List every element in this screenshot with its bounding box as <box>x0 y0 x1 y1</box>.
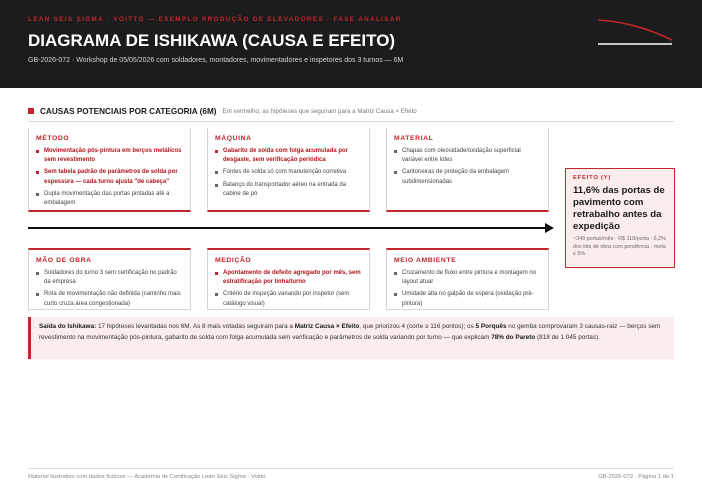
cause-item: Apontamento de defeito agregado por mês, sem estratificação por linha/turno <box>215 269 363 287</box>
section-marker-icon <box>28 108 34 114</box>
summary-text: , que priorizou 4 (corte ≥ 116 pontos); os <box>359 323 476 330</box>
category-box-mao-de-obra <box>28 248 191 310</box>
cause-item: Gabarito de solda com folga acumulada por desgaste, sem verificação periódica <box>215 147 363 165</box>
summary-text: 17 hipóteses levantadas nos 6M. As 8 mais votadas seguiram para a <box>96 323 295 330</box>
cause-item: Movimentação pós-pintura em berços metálicos sem revestimento <box>36 147 184 165</box>
category-title: MÃO DE OBRA <box>36 257 92 264</box>
footer-divider <box>28 468 674 469</box>
fishbone-spine <box>28 227 548 229</box>
page-title: DIAGRAMA DE ISHIKAWA (CAUSA E EFEITO) <box>28 31 396 50</box>
page-subtitle: GB-2026-072 · Workshop de 05/05/2026 com soldadores, montadores, movimentadores e inspetores dos 3 turnos — 6M <box>28 57 404 64</box>
category-box-material <box>386 128 549 212</box>
category-box-medicao <box>207 248 370 310</box>
summary-text: (818 de 1.045 portas). <box>535 333 600 341</box>
cause-item: Soldadores do turno 3 sem certificação no padrão da empresa <box>36 269 184 287</box>
effect-box <box>565 168 675 268</box>
category-title: MEDIÇÃO <box>215 257 252 264</box>
summary-box <box>28 317 674 359</box>
section-heading <box>28 104 417 118</box>
category-title: MEIO AMBIENTE <box>394 257 457 264</box>
category-box-meio-ambiente <box>386 248 549 310</box>
cause-item: Chapas com oleosidade/oxidação superficial variável entre lotes <box>394 147 542 165</box>
summary-text: no gemba comprovaram 3 causas-raiz — berços sem revestimento na movimentação pós-pintura, gabarito de solda com folga acumulada sem verificação e parâmetros de solda variando por turno — que explicam <box>39 323 661 341</box>
cause-item: Sem tabela padrão de parâmetros de solda por espessura — cada turno ajusta "de cabeça" <box>36 168 184 186</box>
cause-item: Dupla movimentação das portas pintadas até a embalagem <box>36 190 184 208</box>
cause-item: Cruzamento de fluxo entre pintura e montagem no layout atual <box>394 269 542 287</box>
summary-emphasis: 78% do Pareto <box>491 333 536 341</box>
effect-title: 11,6% das portas de pavimento com retrabalho antes da expedição <box>573 185 665 232</box>
category-box-maquina <box>207 128 370 212</box>
cause-item: Umidade alta no galpão de espera (oxidação pré-pintura) <box>394 290 542 308</box>
cause-item: Fontes de solda só com manutenção corretiva <box>215 168 363 177</box>
document-header <box>0 0 702 88</box>
summary-emphasis: 5 Porquês <box>475 323 507 330</box>
category-box-metodo <box>28 128 191 212</box>
decorative-curve-graphic <box>590 14 680 54</box>
section-divider <box>28 121 674 122</box>
section-note: Em vermelho, as hipóteses que seguiram para a Matriz Causa × Efeito <box>222 107 417 115</box>
section-title: CAUSAS POTENCIAIS POR CATEGORIA (6M) <box>40 106 217 116</box>
cause-item: Critério de inspeção variando por inspetor (sem catálogo visual) <box>215 290 363 308</box>
category-title: MATERIAL <box>394 135 434 142</box>
summary-lead: Saída do Ishikawa: <box>39 323 97 330</box>
header-kicker: LEAN SEIS SIGMA · VOITTO — EXEMPLO PRODUÇÃO DE ELEVADORES · FASE ANALISAR <box>28 16 402 23</box>
footer-disclaimer: Material ilustrativo com dados fictícios — Academia de Certificação Lean Seis Sigma · Voitto <box>28 474 266 480</box>
summary-emphasis: Matriz Causa × Efeito <box>294 323 360 330</box>
spine-arrowhead-icon <box>545 223 554 233</box>
cause-item: Cantoneiras de proteção da embalagem subdimensionadas <box>394 168 542 186</box>
category-title: MÉTODO <box>36 135 70 142</box>
category-title: MÁQUINA <box>215 135 252 142</box>
effect-meta: ~349 portas/mês · R$ 118/porta · 6,2% dos kits de obra com pendência · meta ≤ 5% <box>573 236 666 258</box>
cause-item: Rota de movimentação não definida (caminho mais curto cruza área congestionada) <box>36 290 184 308</box>
footer-page-info: GB-2026-072 · Página 1 de 1 <box>598 474 674 480</box>
effect-label: EFEITO (Y) <box>573 175 612 181</box>
cause-item: Balanço do transportador aéreo na entrada da cabine de pó <box>215 181 363 199</box>
